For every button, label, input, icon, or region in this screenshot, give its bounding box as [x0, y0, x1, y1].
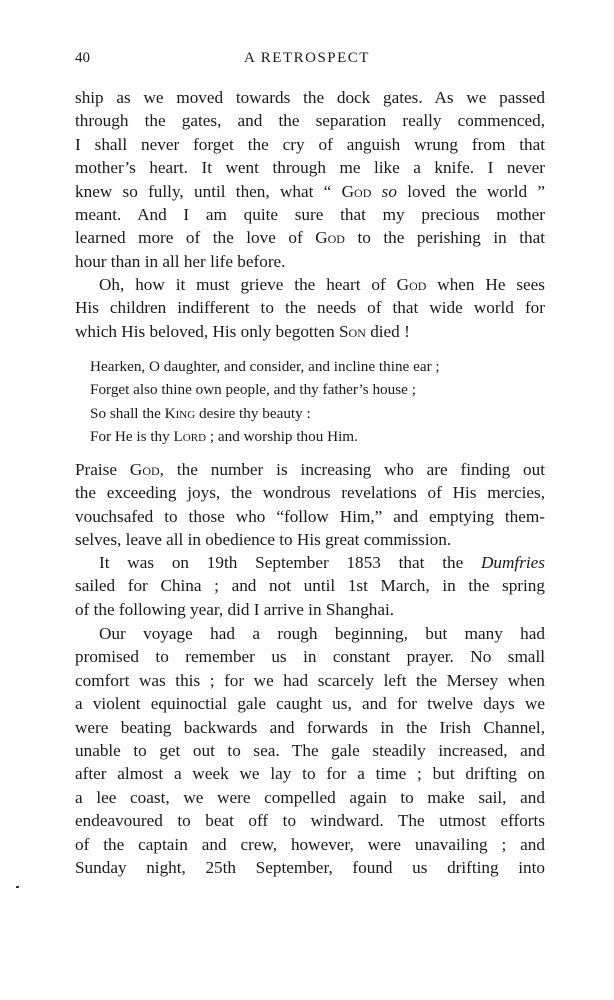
paragraph [75, 622, 545, 879]
text-line [90, 402, 530, 425]
text-run: God [396, 275, 427, 294]
text-run: Sunday night, 25th September, found us drifting into [75, 857, 545, 877]
text-line [75, 739, 545, 762]
text-run: through the gates, and the separation really commenced, [75, 111, 545, 131]
text-line [75, 762, 545, 785]
text-run: So shall the [90, 404, 165, 422]
text-line [75, 574, 545, 597]
text-run: meant. And I am quite sure that my precious mother [75, 204, 545, 224]
text-run: It was on 19th September 1853 that the [99, 553, 482, 572]
text-run: selves, leave all in obedience to His great commission. [75, 530, 452, 550]
text-run: were beating backwards and forwards in the Irish Channel, [75, 717, 545, 737]
text-run: so [381, 181, 397, 201]
text-run: died ! [365, 321, 410, 341]
text-run: Hearken, O daughter, and consider, and incline thine ear ; [90, 358, 440, 375]
text-run: desire thy beauty : [195, 404, 311, 422]
text-line [75, 622, 545, 645]
text-run: hour than in all her life before. [75, 251, 286, 271]
text-run [371, 182, 381, 201]
text-run: loved the world ” [396, 181, 546, 201]
text-line [75, 692, 545, 715]
text-line [75, 320, 545, 343]
text-line [75, 296, 545, 319]
text-line [75, 551, 545, 574]
text-line [75, 809, 545, 832]
text-line [75, 716, 545, 739]
text-line [75, 226, 545, 249]
text-run: God [315, 228, 345, 248]
text-line [75, 180, 545, 203]
text-run: God [341, 181, 372, 201]
text-run: a violent equinoctial gale caught us, and for twelve days we [75, 694, 545, 714]
text-run: unable to get out to sea. The gale steadily increased, and [75, 740, 545, 760]
text-run: vouchsafed to those who “follow Him,” and emptying them- [75, 506, 545, 526]
text-run: His children indifferent to the needs of that wide world for [75, 298, 545, 318]
text-line [75, 250, 545, 273]
text-line [75, 598, 545, 621]
text-run: after almost a week we lay to for a time ; but drifting on [75, 764, 545, 784]
paragraph [75, 86, 545, 273]
text-line [75, 86, 545, 109]
text-line [90, 355, 530, 378]
text-run: For He is thy [90, 428, 174, 446]
text-line [75, 833, 545, 856]
paragraph [75, 458, 545, 552]
text-run: of the captain and crew, however, were unavailing ; and [75, 834, 545, 854]
text-run: God [129, 460, 160, 479]
paragraph [75, 551, 545, 621]
text-run: comfort was this ; for we had scarcely left the Mersey when [75, 670, 545, 690]
text-line [75, 109, 545, 132]
text-run: the exceeding joys, the wondrous revelations of His mercies, [75, 483, 545, 503]
text-line [75, 133, 545, 156]
text-line [90, 425, 530, 448]
text-run: ; and worship thou Him. [206, 428, 358, 446]
text-line [75, 528, 545, 551]
text-run: I shall never forget the cry of anguish wrung from that [75, 134, 545, 154]
text-run: to the perishing in that [344, 228, 545, 248]
text-run: Dumfries [481, 553, 545, 572]
page-number: 40 [75, 50, 90, 66]
text-run: ship as we moved towards the dock gates. As we passed [75, 88, 545, 107]
text-run: a lee coast, we were compelled again to make sail, and [75, 787, 545, 807]
text-run: mother’s heart. It went through me like a knife. I never [75, 158, 545, 178]
text-line [75, 786, 545, 809]
text-run: sailed for China ; and not until 1st March, in the spring [75, 576, 545, 596]
text-run: Forget also thine own people, and thy father’s house ; [90, 381, 416, 399]
text-run: learned more of the love of [75, 228, 316, 248]
text-line [75, 645, 545, 668]
text-line [75, 481, 545, 504]
text-line [75, 203, 545, 226]
text-run: endeavoured to beat off to windward. The utmost efforts [75, 811, 545, 831]
text-run: King [164, 404, 196, 422]
text-line [75, 458, 545, 481]
text-line [75, 669, 545, 692]
text-run: which His beloved, His only begotten [75, 321, 339, 341]
text-run: of the following year, did I arrive in Shanghai. [75, 599, 395, 619]
text-line [75, 273, 545, 296]
text-run: Our voyage had a rough beginning, but many had [99, 624, 545, 643]
text-run: Son [338, 321, 366, 341]
text-line [90, 378, 530, 401]
text-run: promised to remember us in constant prayer. No small [75, 647, 545, 667]
text-run: knew so fully, until then, what “ [75, 181, 342, 201]
text-run: when He sees [426, 275, 545, 294]
text-run: Praise [75, 460, 130, 479]
text-line [75, 156, 545, 179]
text-run: Lord [173, 428, 207, 446]
scan-mark [16, 886, 19, 888]
running-title: A RETROSPECT [244, 50, 370, 66]
verse-quotation [90, 355, 530, 449]
text-line [75, 856, 545, 879]
text-line [75, 505, 545, 528]
text-run: Oh, how it must grieve the heart of [99, 275, 397, 294]
text-run: , the number is increasing who are finding out [159, 460, 545, 479]
paragraph [75, 273, 545, 343]
